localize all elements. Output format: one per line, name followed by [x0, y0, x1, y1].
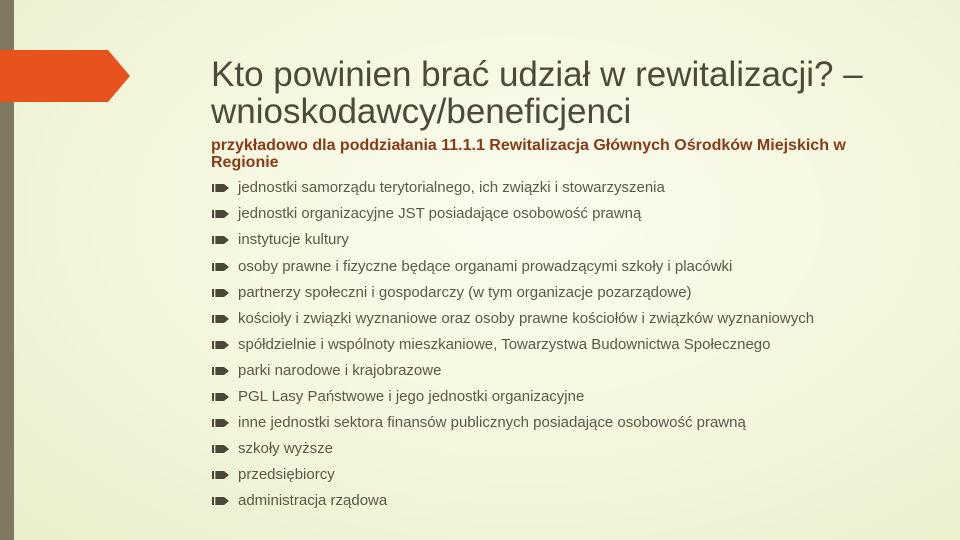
pencil-icon [212, 235, 229, 245]
pencil-icon [212, 209, 229, 219]
pencil-icon [212, 418, 229, 428]
list-item-text: partnerzy społeczni i gospodarczy (w tym organizacje pozarządowe) [238, 284, 692, 301]
slide-title [211, 56, 931, 130]
list-item [212, 493, 932, 509]
list-item [212, 441, 932, 457]
list-item-text: inne jednostki sektora finansów publicznych posiadające osobowość prawną [238, 414, 746, 431]
pencil-icon [212, 288, 229, 298]
list-item-text: przedsiębiorcy [238, 466, 335, 483]
list-item-text: parki narodowe i krajobrazowe [238, 362, 442, 379]
list-item-text: jednostki samorządu terytorialnego, ich związki i stowarzyszenia [238, 179, 665, 196]
slide-subtitle: przykładowo dla poddziałania 11.1.1 Rewitalizacja Głównych Ośrodków Miejskich w Regionie [211, 137, 846, 171]
title-line-2: wnioskodawcy/beneficjenci [211, 92, 632, 131]
list-item-text: instytucje kultury [238, 231, 349, 248]
bullet-list [212, 180, 932, 509]
title-arrow-shape [0, 50, 130, 102]
pencil-icon [212, 262, 229, 272]
pencil-icon [212, 366, 229, 376]
pencil-icon [212, 444, 229, 454]
pencil-icon [212, 340, 229, 350]
pencil-icon [212, 470, 229, 480]
list-item-text: administracja rządowa [238, 492, 388, 509]
list-item-text: kościoły i związki wyznaniowe oraz osoby prawne kościołów i związków wyznaniowych [238, 310, 815, 327]
title-line-1: Kto powinien brać udział w rewitalizacji? – [211, 55, 863, 94]
list-item [212, 180, 932, 196]
pencil-icon [212, 496, 229, 506]
list-item [212, 415, 932, 431]
list-item-text: spółdzielnie i wspólnoty mieszkaniowe, Towarzystwa Budownictwa Społecznego [238, 336, 771, 353]
list-item-text: PGL Lasy Państwowe i jego jednostki organizacyjne [238, 388, 585, 405]
list-item [212, 232, 932, 248]
list-item [212, 206, 932, 222]
list-item-text: szkoły wyższe [238, 440, 334, 457]
list-item [212, 337, 932, 353]
list-item [212, 389, 932, 405]
pencil-icon [212, 314, 229, 324]
list-item [212, 467, 932, 483]
list-item-text: osoby prawne i fizyczne będące organami prowadzącymi szkoły i placówki [238, 258, 733, 275]
list-item [212, 285, 932, 301]
list-item [212, 259, 932, 275]
pencil-icon [212, 392, 229, 402]
list-item [212, 311, 932, 327]
list-item-text: jednostki organizacyjne JST posiadające osobowość prawną [238, 205, 642, 222]
list-item [212, 363, 932, 379]
pencil-icon [212, 183, 229, 193]
